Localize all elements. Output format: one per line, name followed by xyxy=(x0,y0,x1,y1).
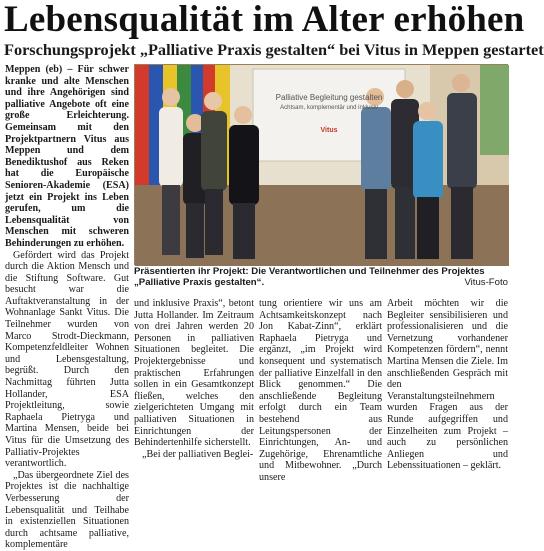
photo-credit: Vitus-Foto xyxy=(464,277,508,288)
article-lead: Meppen (eb) – Für schwer kranke und alte Menschen und ihre Angehörigen sind palliative Angebote oft eine große Erleichterung. Gemeinsam mit den Projektpartnern Vitus aus Meppen und dem Benediktushof aus Reken hat die Europäische Senioren-Akademie (ESA) jetzt ein Projekt ins Leben gerufen, um die Lebensqualität von Menschen mit schweren Behinderungen zu erhöhen. xyxy=(5,64,129,249)
article-paragraph: und inklusive Praxis“, betont Jutta Hollander. Im Zeitraum von drei Jahren werden 20 Personen in palliativen Situationen begleitet. Die Projektergebnisse und praktischen Erfahrungen sollen in ein Gesamtkonzept fließen, welches den zielgerichteten Umgang mit palliativen Situationen in Einrichtungen der Behindertenhilfe sicherstellt. xyxy=(134,298,254,449)
slide-logo: Vitus xyxy=(320,127,338,134)
article-paragraph: „Das übergeordnete Ziel des Projektes ist die nachhaltige Verbesserung der Lebensqualität und Teilhabe in existenziellen Situationen durch achtsame palliative, komplementäre xyxy=(5,469,129,551)
photo-caption xyxy=(134,266,508,288)
subheadline: Forschungsprojekt „Palliative Praxis gestalten“ bei Vitus in Meppen gestartet xyxy=(4,40,544,59)
article-paragraph: Gefördert wird das Projekt durch die Aktion Mensch und die Stiftung Software. Gut besucht war die Auftaktveranstaltung in der Wohnanlage Sankt Vitus. Die Teilnehmer wurden von Marco Strodt-Dieckmann, Kompetenzfeldleiter Wohnen und Lebensgestaltung, begrüßt. Durch den Nachmittag führten Jutta Hollander, ESA Projektleitung, sowie Raphaela Pietryga und Martina Mensen, beide bei Vitus für die Umsetzung des Palliativ-Projektes verantwortlich. xyxy=(5,249,129,470)
article-photo xyxy=(134,64,508,265)
caption-text: Präsentierten ihr Projekt: Die Verantwortlichen und Teilnehmer des Projektes „Palliative Praxis gestalten“. xyxy=(134,266,485,288)
article-column-2 xyxy=(134,298,254,460)
article-paragraph: „Bei der palliativen Beglei- xyxy=(142,448,254,460)
article-paragraph: tung orientiere wir uns am Achtsamkeitskonzept nach Jon Kabat-Zinn“, erklärt Raphaela Pietryga und ergänzt, „im Projekt wird konsequent und systematisch der palliative Einzelfall in den Blick genommen.“ Die anschließende Begleitung erfolgt durch ein Team bestehend aus Leitungspersonen der Einrichtungen, An- und Zugehörige, Ehrenamtliche und Mitbewohner. „Durch unsere xyxy=(259,298,382,483)
slide-title: Palliative Begleitung gestalten xyxy=(275,93,383,102)
headline: Lebensqualität im Alter erhöhen xyxy=(4,0,525,40)
article-column-3 xyxy=(259,298,382,483)
article-column-4 xyxy=(387,298,508,472)
slide-subtitle: Achtsam, komplementär und inklusiv xyxy=(280,105,378,111)
article-paragraph: Arbeit möchten wir die Begleiter sensibilisieren und professionalisieren und die Vernetzung vorhandener Kompetenzen fördern“, nennt Martina Mensen die Ziele. Im anschließenden Gespräch mit den Veranstaltungsteilnehmern wurden Fragen aus der Runde aufgegriffen und Einzelheiten zum Projekt – auch zu persönlichen Anliegen und Lebenssituationen – geklärt. xyxy=(387,298,508,472)
article-column-1 xyxy=(5,64,129,551)
